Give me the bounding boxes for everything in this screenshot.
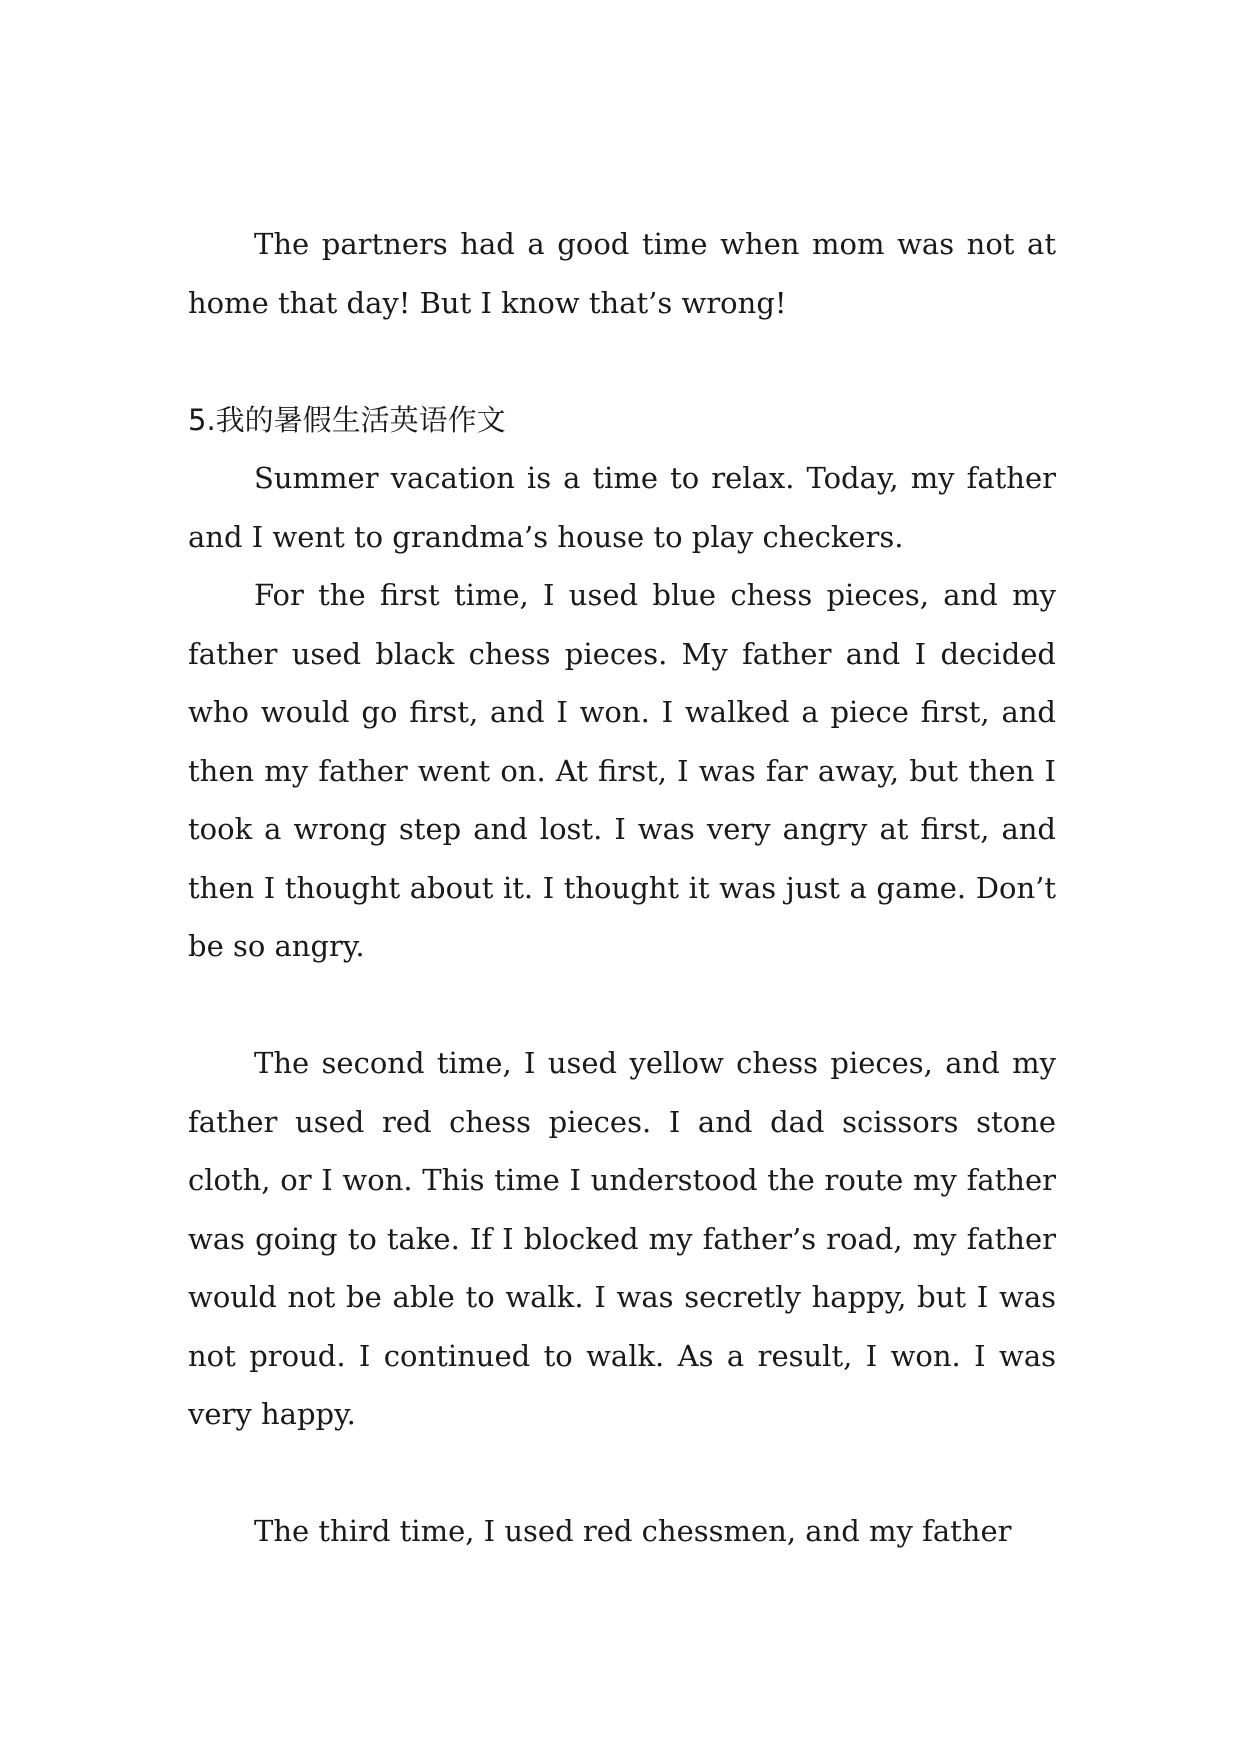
paragraph-summer-vacation: Summer vacation is a time to relax. Today, my father and I went to grandma’s house to play checkers. (188, 461, 1056, 554)
paragraph-gap (188, 332, 1056, 391)
section-heading: 5.我的暑假生活英语作文 (188, 402, 506, 437)
document-body (188, 215, 1056, 1561)
paragraph-second-time: The second time, I used yellow chess pieces, and my father used red chess pieces. I and dad scissors stone cloth, or I won. This time I understood the route my father was going to take. If I blocked my father’s road, my father would not be able to walk. I was secretly happy, but I was not proud. I continued to walk. As a result, I won. I was very happy. (188, 1046, 1056, 1431)
paragraph-partners: The partners had a good time when mom was not at home that day! But I know that’s wrong! (188, 227, 1056, 320)
paragraph-third-time: The third time, I used red chessmen, and my father (254, 1514, 1012, 1548)
paragraph-gap (188, 1444, 1056, 1503)
paragraph-first-time: For the first time, I used blue chess pieces, and my father used black chess pieces. My father and I decided who would go first, and I won. I walked a piece first, and then my father went on. At first, I was far away, but then I took a wrong step and lost. I was very angry at first, and then I thought about it. I thought it was just a game. Don’t be so angry. (188, 578, 1056, 963)
paragraph-gap (188, 976, 1056, 1035)
